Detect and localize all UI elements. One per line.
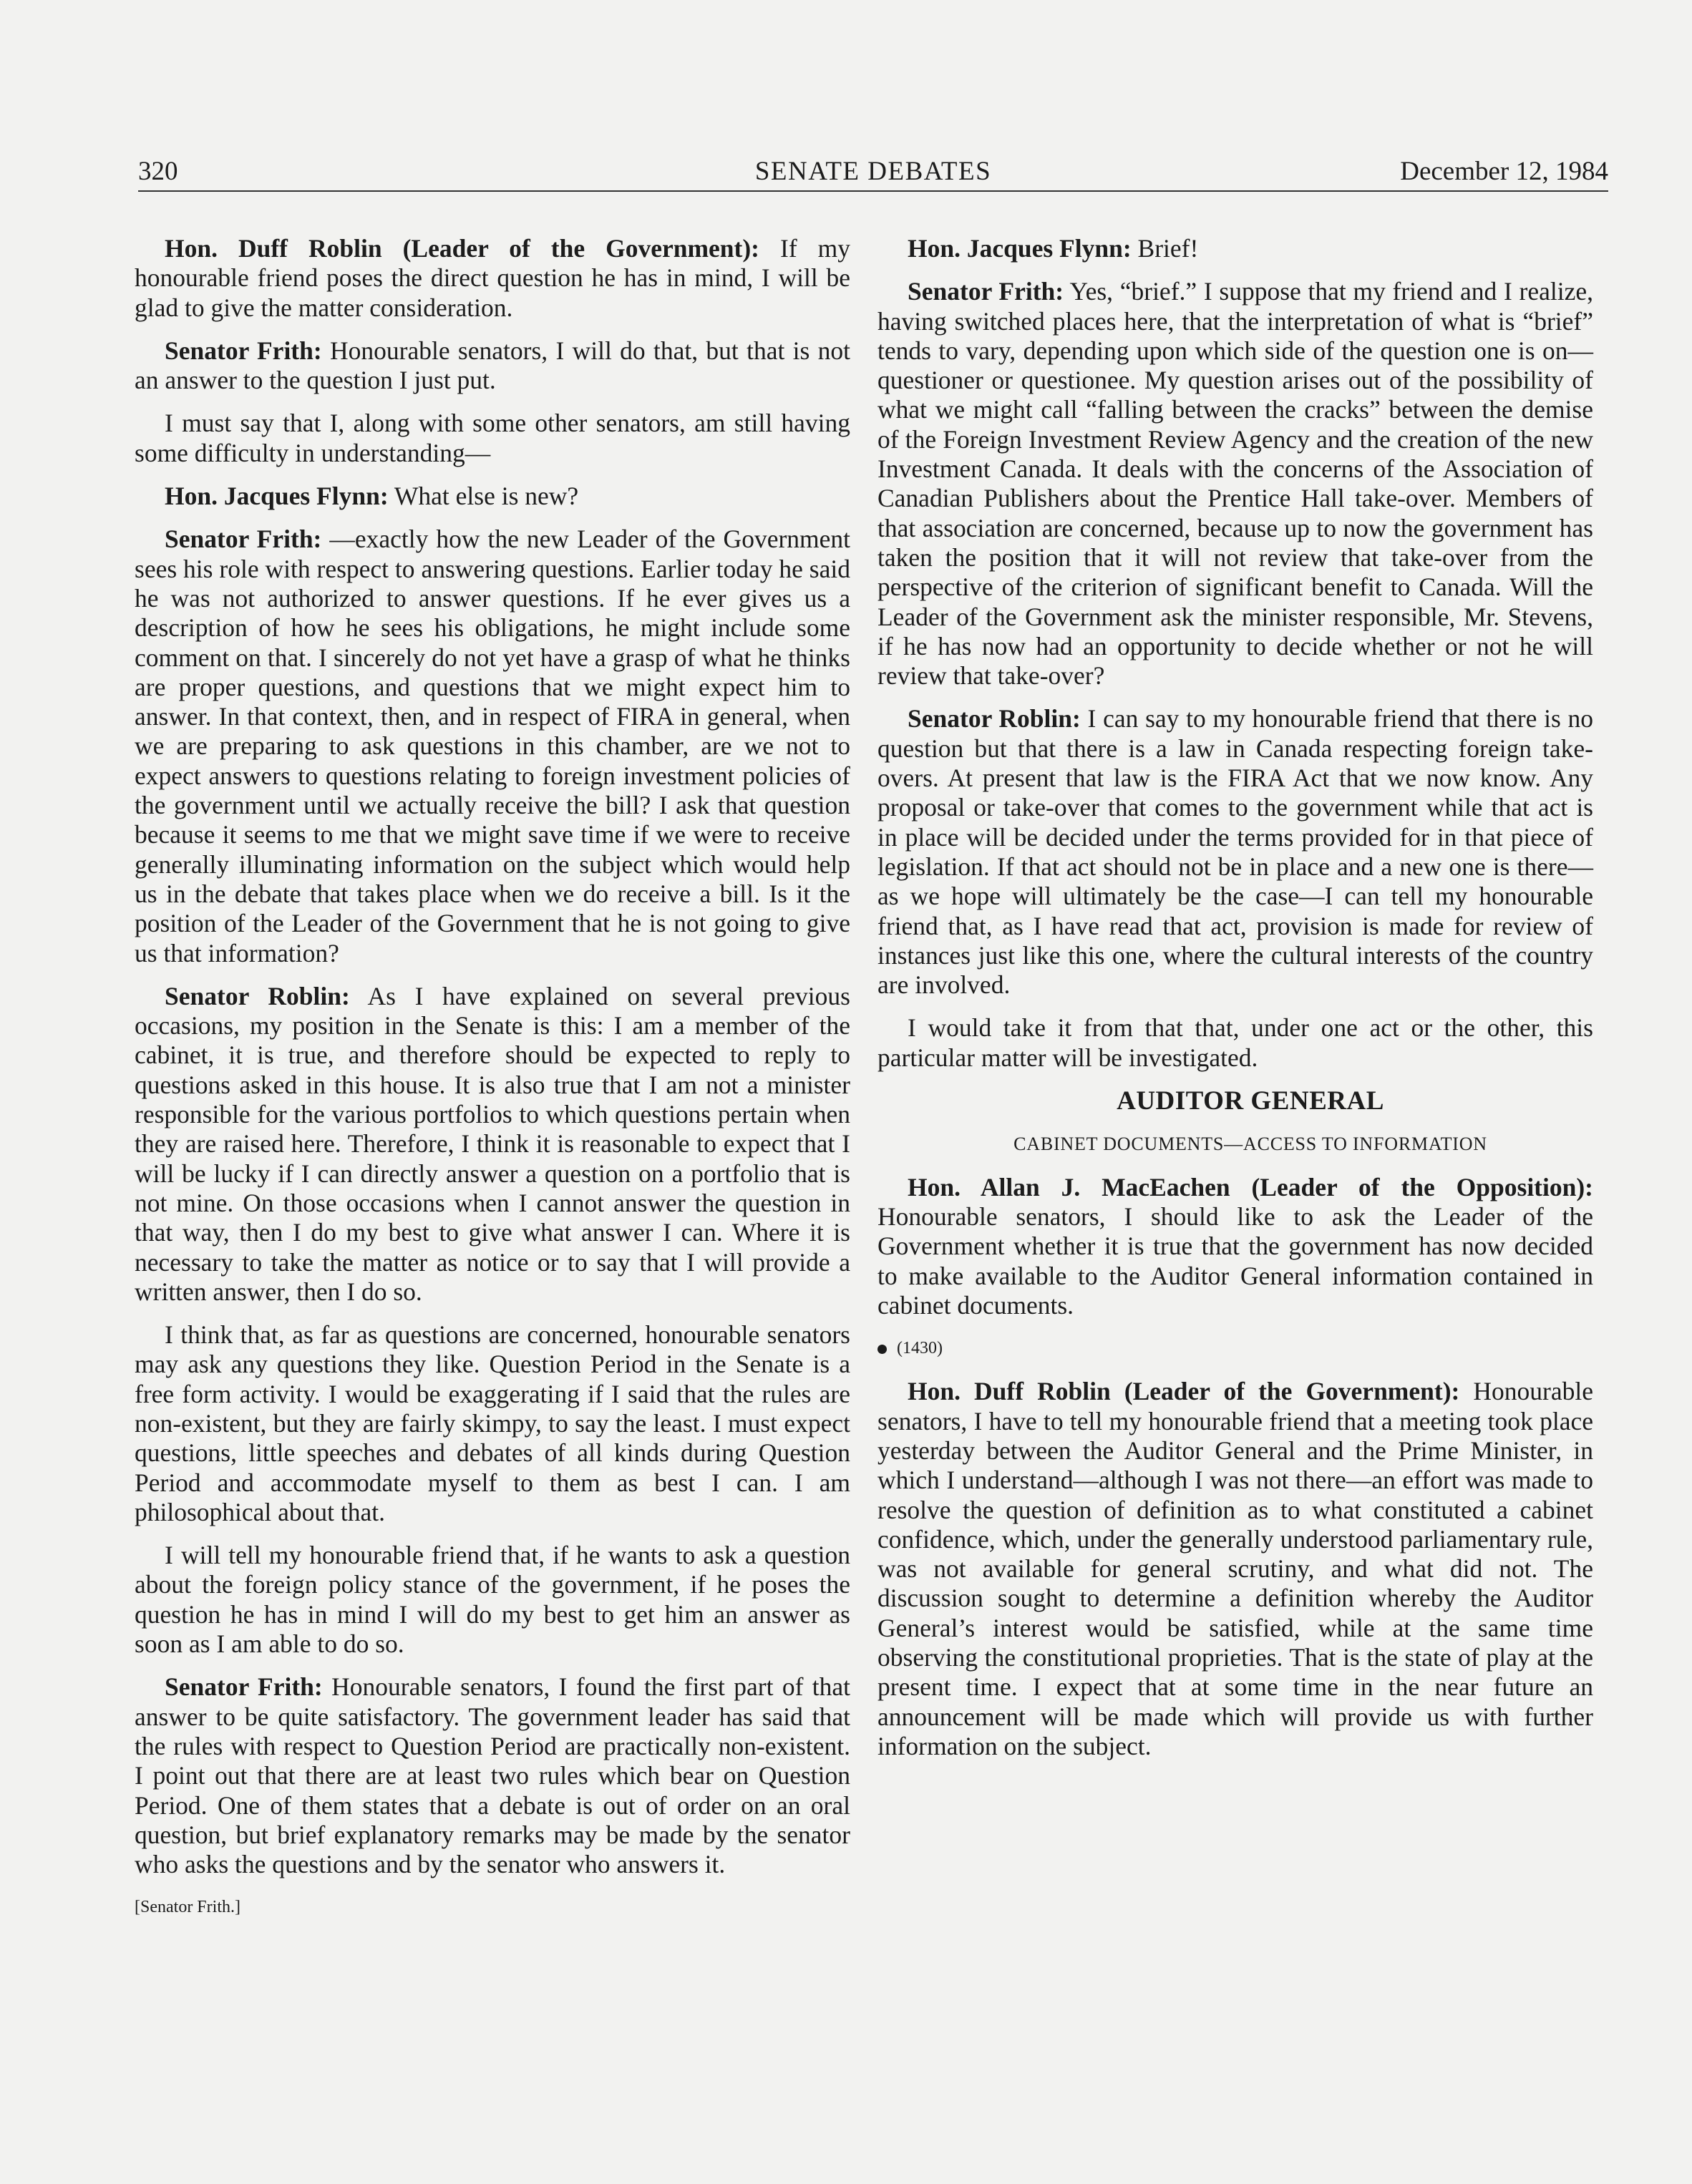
paragraph bbox=[135, 1672, 850, 1879]
paragraph-text: —exactly how the new Leader of the Government sees his role with respect to answering questions. Earlier today he said he was not authorized to answer questions. If he ever gives us a description of how he sees his obligations, he might include some comment on that. I sincerely do not yet have a grasp of what he thinks are proper questions, and questions that we might expect him to answer. In that context, then, and in respect of FIRA in general, when we are preparing to ask questions in this chamber, are we not to expect answers to questions relating to foreign investment policies of the government until we actually receive the bill? I ask that question because it seems to me that we might save time if we were to receive generally illuminating information on the subject which would help us in the debate that takes place when we do receive a bill. Is it the position of the Leader of the Government that he is not going to give us that information? bbox=[135, 525, 851, 967]
paragraph-text: I will tell my honourable friend that, if he wants to ask a question about the foreign policy stance of the government, if he poses the question he has in mind I will do my best to get him an answer as soon as I am able to do so. bbox=[135, 1541, 850, 1659]
speaker-name: Hon. Allan J. MacEachen (Leader of the Opposition): bbox=[908, 1172, 1593, 1201]
paragraph bbox=[135, 336, 850, 396]
speaker-attribution: [Senator Frith.] bbox=[135, 1898, 240, 1917]
speaker-name: Hon. Jacques Flynn: bbox=[165, 482, 389, 511]
paragraph bbox=[135, 982, 850, 1307]
paragraph bbox=[877, 277, 1593, 691]
speaker-name: Senator Frith: bbox=[165, 525, 322, 554]
paragraph bbox=[135, 525, 850, 967]
paragraph bbox=[877, 1377, 1593, 1761]
paragraph bbox=[135, 1541, 850, 1659]
paragraph-text: Honourable senators, I found the first part of that answer to be quite satisfactory. The government leader has said that the rules with respect to Question Period are practically non-existent. I point out that there are at least two rules which bear on Question Period. One of them states that a debate is out of order on an oral question, but brief explanatory remarks may be made by the senator who asks the questions and by the senator who answers it. bbox=[135, 1672, 851, 1879]
paragraph bbox=[135, 409, 850, 468]
paragraph-text: If my honourable friend poses the direct question he has in mind, I will be glad to give the matter consideration. bbox=[135, 234, 850, 322]
paragraph bbox=[877, 1013, 1593, 1073]
speaker-name: Senator Roblin: bbox=[165, 981, 350, 1010]
paragraph bbox=[135, 482, 850, 511]
speaker-name: Senator Frith: bbox=[165, 1672, 323, 1702]
right-column bbox=[877, 234, 1593, 1775]
paragraph bbox=[135, 234, 850, 323]
speaker-name: Hon. Duff Roblin (Leader of the Government): bbox=[165, 234, 759, 263]
paragraph-text: Honourable senators, I should like to ask the Leader of the Government whether it is true that the government has now decided to make available to the Auditor General information contained in cabinet documents. bbox=[877, 1201, 1593, 1320]
paragraph-text: What else is new? bbox=[388, 482, 579, 511]
paragraph-text: I must say that I, along with some other senators, am still having some difficulty in understanding— bbox=[135, 409, 850, 467]
publication-title: SENATE DEBATES bbox=[754, 157, 992, 186]
paragraph-text: Honourable senators, I will do that, but that is not an answer to the question I just put. bbox=[135, 336, 850, 395]
time-marker-text: (1430) bbox=[897, 1339, 943, 1358]
paragraph-text: I think that, as far as questions are concerned, honourable senators may ask any questions they like. Question Period in the Senate is a free form activity. I would be exaggerating if I said that the rules are non-existent, but they are fairly skimpy, to say the least. I must expect questions, little speeches and debates of all kinds during Question Period and accommodate myself to them as best I can. I am philosophical about that. bbox=[135, 1320, 850, 1526]
section-title: AUDITOR GENERAL bbox=[1117, 1086, 1384, 1116]
page-header bbox=[138, 147, 1608, 192]
paragraph-text: I would take it from that that, under one act or the other, this particular matter will be investigated. bbox=[877, 1013, 1593, 1072]
paragraph bbox=[135, 1320, 850, 1527]
paragraph-text: Brief! bbox=[1131, 234, 1199, 263]
left-column bbox=[135, 234, 850, 1936]
paragraph-text: Honourable senators, I have to tell my honourable friend that a meeting took place yesterday between the Auditor General and the Prime Minister, in which I understand—although I was not there—an effort was made to resolve the question of definition as to what constituted a cabinet confidence, which, under the generally understood parliamentary rule, was not available for general scrutiny, and what did not. The discussion sought to determine a definition whereby the Auditor General’s interest would be satisfied, while at the same time observing the constitutional proprieties. That is the state of play at the present time. I expect that at some time in the near future an announcement will be made which will provide us with further information on the subject. bbox=[877, 1377, 1593, 1760]
paragraph bbox=[877, 234, 1593, 263]
speaker-name: Senator Frith: bbox=[908, 277, 1064, 306]
page-number: 320 bbox=[138, 157, 178, 186]
paragraph-text: I can say to my honourable friend that there is no question but that there is a law in Canada respecting foreign take-overs. At present that law is the FIRA Act that we now know. Any proposal or take-over that comes to the government while that act is in place will be decided under the terms provided for in that piece of legislation. If that act should not be in place and a new one is there—as we hope will ultimately be the case—I can tell my honourable friend that, as I have read that act, provision is made for review of instances just like this one, where the cultural interests of the country are involved. bbox=[877, 704, 1593, 1000]
paragraph bbox=[877, 704, 1593, 1000]
paragraph-text: As I have explained on several previous occasions, my position in the Senate is this: I am a member of the cabinet, it is true, and therefore should be expected to reply to questions asked in this house. It is also true that I am not a minister responsible for the various portfolios to which questions pertain when they are raised here. Therefore, I think it is reasonable to expect that I will be lucky if I can directly answer a question on a portfolio that is not mine. On those occasions when I cannot answer the question in that way, then I do my best to give what answer I can. Where it is necessary to take the matter as notice or to say that I will provide a written answer, then I do so. bbox=[135, 981, 850, 1306]
speaker-name: Hon. Duff Roblin (Leader of the Government): bbox=[908, 1377, 1460, 1406]
time-marker bbox=[877, 1334, 1593, 1363]
paragraph-text: Yes, “brief.” I suppose that my friend and I realize, having switched places here, that the interpretation of what is “brief” tends to vary, depending upon which side of the question one is on—questioner or questionee. My question arises out of the possibility of what we might call “falling between the cracks” between the demise of the Foreign Investment Review Agency and the creation of the new Investment Canada. It deals with the concerns of the Association of Canadian Publishers about the Prentice Hall take-over. Members of that association are concerned, because up to now the government has taken the position that it will not review that take-over from the perspective of the criterion of significant benefit to Canada. Will the Leader of the Government ask the minister responsible, Mr. Stevens, if he has now had an opportunity to decide whether or not he will review that take-over? bbox=[877, 277, 1593, 691]
bullet-icon bbox=[877, 1345, 887, 1354]
paragraph bbox=[877, 1173, 1593, 1320]
speaker-name: Hon. Jacques Flynn: bbox=[908, 234, 1132, 263]
speaker-name: Senator Roblin: bbox=[908, 704, 1081, 733]
subsection-title: CABINET DOCUMENTS—ACCESS TO INFORMATION bbox=[1013, 1134, 1487, 1155]
speaker-name: Senator Frith: bbox=[165, 336, 322, 365]
publication-date: December 12, 1984 bbox=[1400, 157, 1608, 186]
